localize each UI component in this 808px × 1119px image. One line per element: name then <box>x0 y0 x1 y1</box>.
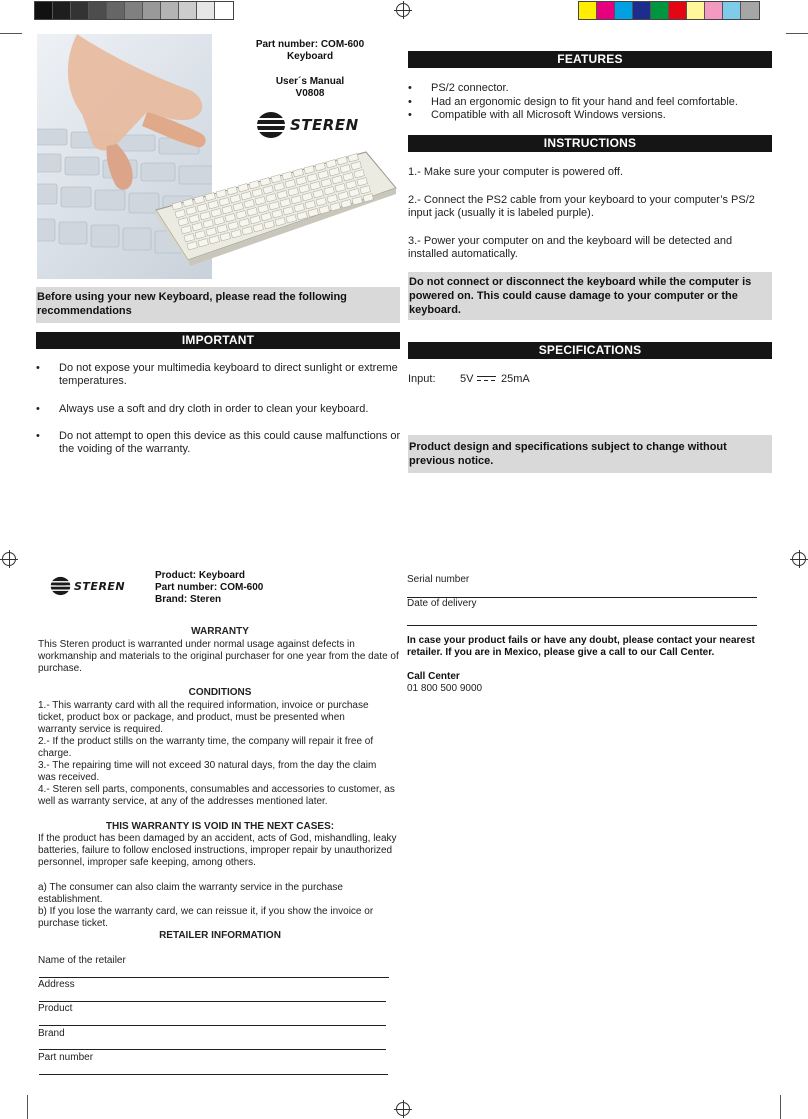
warranty-product: Product: Keyboard <box>155 570 246 581</box>
spec-current: 25mA <box>501 373 530 385</box>
condition-item: 1.- This warranty card with all the required information, invoice or purchase ticket, product box or package, and product, must be presented when warranty service is required. <box>38 700 369 735</box>
retailer-title: RETAILER INFORMATION <box>159 930 281 941</box>
retailer-field-line[interactable] <box>39 1049 386 1050</box>
delivery-date-line[interactable] <box>407 625 757 626</box>
crop-mark <box>786 33 808 34</box>
void-text: If the product has been damaged by an accident, acts of God, mishandling, leaky batteries, failure to follow enclosed instructions, improper repair by unauthorized personnel, improper safe keeping, among others. <box>38 833 397 868</box>
registration-mark-right <box>792 552 806 566</box>
important-item: • Always use a soft and dry cloth in order to clean your keyboard. <box>36 403 369 415</box>
instruction-step: 3.- Power your computer on and the keyboard will be detected and installed automatically. <box>408 235 733 260</box>
important-item-text: Do not attempt to open this device as this could cause malfunctions or the voiding of the warranty. <box>59 430 401 455</box>
retailer-field-line[interactable] <box>39 1001 386 1002</box>
color-swatch <box>179 2 197 19</box>
color-swatch <box>143 2 161 19</box>
feature-item: • Compatible with all Microsoft Windows versions. <box>408 109 666 121</box>
retailer-field-line[interactable] <box>39 977 389 978</box>
dc-symbol <box>477 375 496 383</box>
color-swatch <box>633 2 651 19</box>
color-swatch <box>53 2 71 19</box>
color-swatch <box>669 2 687 19</box>
color-swatch <box>723 2 741 19</box>
keyboard-illustration <box>152 148 400 266</box>
important-header: IMPORTANT <box>36 332 400 349</box>
crop-mark <box>780 1095 781 1119</box>
call-center-label: Call Center <box>407 671 460 682</box>
spec-voltage: 5V <box>460 373 474 385</box>
color-swatch <box>107 2 125 19</box>
conditions-title: CONDITIONS <box>188 687 252 698</box>
registration-mark-top <box>396 3 410 17</box>
retailer-field-label: Name of the retailer <box>38 955 126 966</box>
steren-logo-mark <box>256 111 286 139</box>
color-swatch <box>651 2 669 19</box>
important-item-text: Always use a soft and dry cloth in order to clean your keyboard. <box>59 403 369 415</box>
retailer-field-label: Brand <box>38 1028 65 1039</box>
color-swatch <box>161 2 179 19</box>
color-swatch <box>125 2 143 19</box>
warranty-text: This Steren product is warranted under normal usage against defects in workmanship and materials to the original purchaser for one year from the date of purchase. <box>38 639 399 674</box>
features-header: FEATURES <box>408 51 772 68</box>
steren-logo <box>256 111 359 139</box>
color-swatch <box>71 2 89 19</box>
spec-input-label: Input: <box>408 373 436 385</box>
instruction-step: 1.- Make sure your computer is powered off. <box>408 166 624 178</box>
color-swatch <box>579 2 597 19</box>
color-swatch <box>741 2 759 19</box>
feature-item-text: PS/2 connector. <box>431 82 509 94</box>
warranty-brand: Brand: Steren <box>155 594 222 605</box>
feature-item-text: Compatible with all Microsoft Windows versions. <box>431 109 666 121</box>
condition-item: 4.- Steren sell parts, components, consumables and accessories to customer, as well as warranty service, at any of the addresses mentioned later. <box>38 784 395 807</box>
serial-number-label: Serial number <box>407 574 470 585</box>
intro-notice: Before using your new Keyboard, please read the following recommendations <box>36 287 400 323</box>
color-swatch <box>705 2 723 19</box>
instructions-header: INSTRUCTIONS <box>408 135 772 152</box>
warranty-extra: a) The consumer can also claim the warranty service in the purchase establishment. <box>38 882 343 905</box>
warranty-logo-word: STEREN <box>74 579 126 593</box>
retailer-field-line[interactable] <box>39 1074 388 1075</box>
warranty-part-number: Part number: COM-600 <box>155 582 264 593</box>
warranty-steren-logo <box>50 576 125 596</box>
color-swatch <box>615 2 633 19</box>
color-swatch <box>89 2 107 19</box>
warranty-extra: b) If you lose the warranty card, we can reissue it, if you show the invoice or purchase ticket. <box>38 906 374 929</box>
specifications-header: SPECIFICATIONS <box>408 342 772 359</box>
condition-item: 2.- If the product stills on the warranty time, the company will repair it free of charge. <box>38 736 374 759</box>
color-bar <box>578 1 760 20</box>
registration-mark-left <box>2 552 16 566</box>
cover-product: Keyboard <box>286 51 334 62</box>
condition-item: 3.- The repairing time will not exceed 30 natural days, from the day the claim was received. <box>38 760 377 783</box>
cover-version: V0808 <box>295 88 325 99</box>
cover-part-number: Part number: COM-600 <box>255 39 365 50</box>
important-item: • Do not attempt to open this device as this could cause malfunctions or the voiding of the warranty. <box>36 430 401 455</box>
steren-logo-word: STEREN <box>290 116 359 134</box>
important-item-text: Do not expose your multimedia keyboard to direct sunlight or extreme temperatures. <box>59 362 398 387</box>
feature-item: • Had an ergonomic design to fit your hand and feel comfortable. <box>408 96 738 108</box>
warranty-title: WARRANTY <box>191 626 249 637</box>
cover-manual: User´s Manual <box>275 76 345 87</box>
retailer-field-label: Part number <box>38 1052 94 1063</box>
color-swatch <box>597 2 615 19</box>
feature-item: • PS/2 connector. <box>408 82 509 94</box>
retailer-field-label: Product <box>38 1003 73 1014</box>
retailer-field-label: Address <box>38 979 75 990</box>
delivery-date-label: Date of delivery <box>407 598 477 609</box>
contact-text: In case your product fails or have any doubt, please contact your nearest retailer. If you are in Mexico, please give a call to our Call Center. <box>407 635 755 658</box>
color-swatch <box>197 2 215 19</box>
warranty-logo-mark <box>50 576 71 596</box>
grey-scale-bar <box>34 1 234 20</box>
color-swatch <box>35 2 53 19</box>
retailer-field-line[interactable] <box>39 1025 386 1026</box>
instructions-warning: Do not connect or disconnect the keyboard while the computer is powered on. This could cause damage to your computer or the keyboard. <box>408 272 772 320</box>
instruction-step: 2.- Connect the PS2 cable from your keyboard to your computer’s PS/2 input jack (usually it is labeled purple). <box>408 194 755 219</box>
color-swatch <box>215 2 233 19</box>
crop-mark <box>0 33 22 34</box>
spec-notice: Product design and specifications subject to change without previous notice. <box>408 435 772 473</box>
crop-mark <box>27 1095 28 1119</box>
color-swatch <box>687 2 705 19</box>
feature-item-text: Had an ergonomic design to fit your hand and feel comfortable. <box>431 96 738 108</box>
important-item: • Do not expose your multimedia keyboard to direct sunlight or extreme temperatures. <box>36 362 398 387</box>
registration-mark-bottom <box>396 1102 410 1116</box>
void-title: THIS WARRANTY IS VOID IN THE NEXT CASES: <box>105 821 335 832</box>
call-center-number: 01 800 500 9000 <box>407 683 483 694</box>
